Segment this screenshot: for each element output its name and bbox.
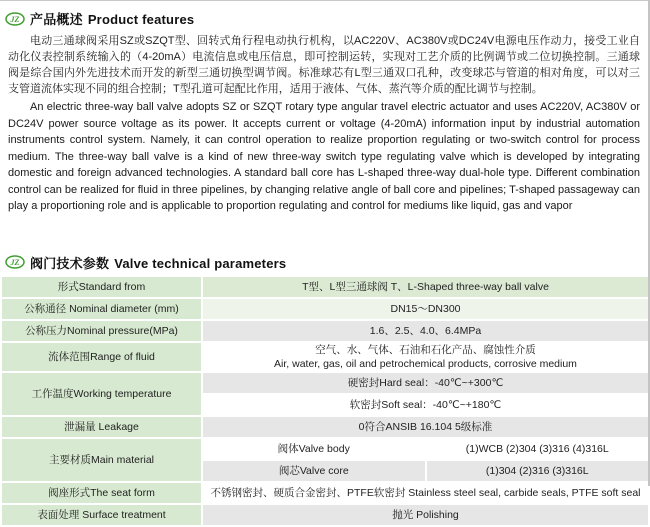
section-title-en: Valve technical parameters — [114, 255, 287, 271]
product-features-header — [5, 9, 648, 28]
param-label-seat-form: 阀座形式The seat form — [2, 483, 201, 503]
param-label-nominal-diameter: 公称通径 Nominal diameter (mm) — [2, 299, 201, 319]
valve-parameters-table — [0, 275, 650, 527]
param-value-seat-form: 不锈钢密封、硬质合金密封、PTFE软密封 Stainless steel seal, carbide seals, PTFE soft seal — [203, 483, 648, 503]
table-row — [2, 483, 648, 503]
param-value-surface-treatment: 抛光 Polishing — [203, 505, 648, 525]
table-row — [2, 321, 648, 341]
table-row — [2, 505, 648, 525]
param-label-leakage: 泄漏量 Leakage — [2, 417, 201, 437]
param-value-standard-form: T型、L型三通球阀 T、L-Shaped three-way ball valve — [203, 277, 648, 297]
param-sublabel-valve-core: 阀芯Valve core — [203, 461, 425, 481]
brand-logo-icon — [5, 12, 25, 26]
param-value-leakage: 0符合ANSIB 16.104 5级标准 — [203, 417, 648, 437]
section-title-zh: 阀门技术参数 — [30, 255, 110, 271]
section-title-en: Product features — [87, 12, 195, 27]
param-label-working-temperature: 工作温度Working temperature — [2, 373, 201, 415]
param-value-soft-seal: 软密封Soft seal：-40℃~+180℃ — [203, 395, 648, 415]
param-value-nominal-pressure: 1.6、2.5、4.0、6.4MPa — [203, 321, 648, 341]
section-title-zh: 产品概述 — [30, 12, 83, 27]
param-label-surface-treatment: 表面处理 Surface treatment — [2, 505, 201, 525]
section-title — [30, 253, 286, 272]
table-row — [2, 299, 648, 319]
param-label-standard-form: 形式Standard from — [2, 277, 201, 297]
param-label-main-material: 主要材质Main material — [2, 439, 201, 481]
param-value-hard-seal: 硬密封Hard seal：-40℃~+300℃ — [203, 373, 648, 393]
param-label-range-of-fluid: 流体范围Range of fluid — [2, 343, 201, 371]
section-title — [30, 9, 194, 28]
technical-parameters-header — [5, 253, 648, 272]
table-row — [2, 343, 648, 371]
table-row — [2, 277, 648, 297]
logo-monogram: JZ — [10, 258, 20, 267]
table-row — [2, 373, 648, 393]
param-label-nominal-pressure: 公称压力Nominal pressure(MPa) — [2, 321, 201, 341]
param-value-valve-body: (1)WCB (2)304 (3)316 (4)316L — [427, 439, 649, 459]
table-row — [2, 439, 648, 459]
table-row — [2, 417, 648, 437]
param-sublabel-valve-body: 阀体Valve body — [203, 439, 425, 459]
param-value-nominal-diameter: DN15～DN300 — [203, 299, 648, 319]
param-value-valve-core: (1)304 (2)316 (3)316L — [427, 461, 649, 481]
logo-monogram: JZ — [10, 14, 20, 24]
product-features-paragraph-en: An electric three-way ball valve adopts SZ or SZQT rotary type angular travel electric actuator and uses AC220V, AC380V or DC24V power source voltage as its power. It accepts current or voltage (4-20mA) information input by industrial automation instruments control system. Namely, it can control operation to realize proportion regulating or two-switch control for process medium. The three-way ball valve is a kind of new three-way switch type regulating valve which is developed by integrating domestic and foreign advanced technologies. A standard ball core has L-shaped three-way dual-hole type. Different combination control can be realized for fluid in three pipelines, by changing relative angle of ball core and pipelines; T-shaped passageway can play a proportioning role and is applicable to proportion regulating and control for mediums like liquid, gas and vapor — [8, 101, 640, 212]
param-value-range-of-fluid — [203, 343, 648, 371]
product-features-paragraph-zh: 电动三通球阀采用SZ或SZQT型、回转式角行程电动执行机构，以AC220V、AC380V或DC24V电源电压作动力，接受工业自动化仪表控制系统输入的（4-20mA）电流信息或电压信息，即可控制运转，实现对工艺介质的比例调节或二位切换控制。三通球阀是综合国内外先进技术而开发的新型三通切换型调节阀。标准球芯有L型三通双口孔种，改变球芯与管道的相对角度，可以对三支管道流体实现不同的组合控制；T型孔道可起配比作用，适用于液体、气体、蒸汽等介质的配比调节与控制。 — [8, 35, 640, 95]
range-of-fluid-en: Air, water, gas, oil and petrochemical products, corrosive medium — [274, 357, 577, 370]
range-of-fluid-zh: 空气、水、气体、石油和石化产品、腐蚀性介质 — [315, 343, 536, 356]
brand-logo-icon — [5, 255, 25, 269]
